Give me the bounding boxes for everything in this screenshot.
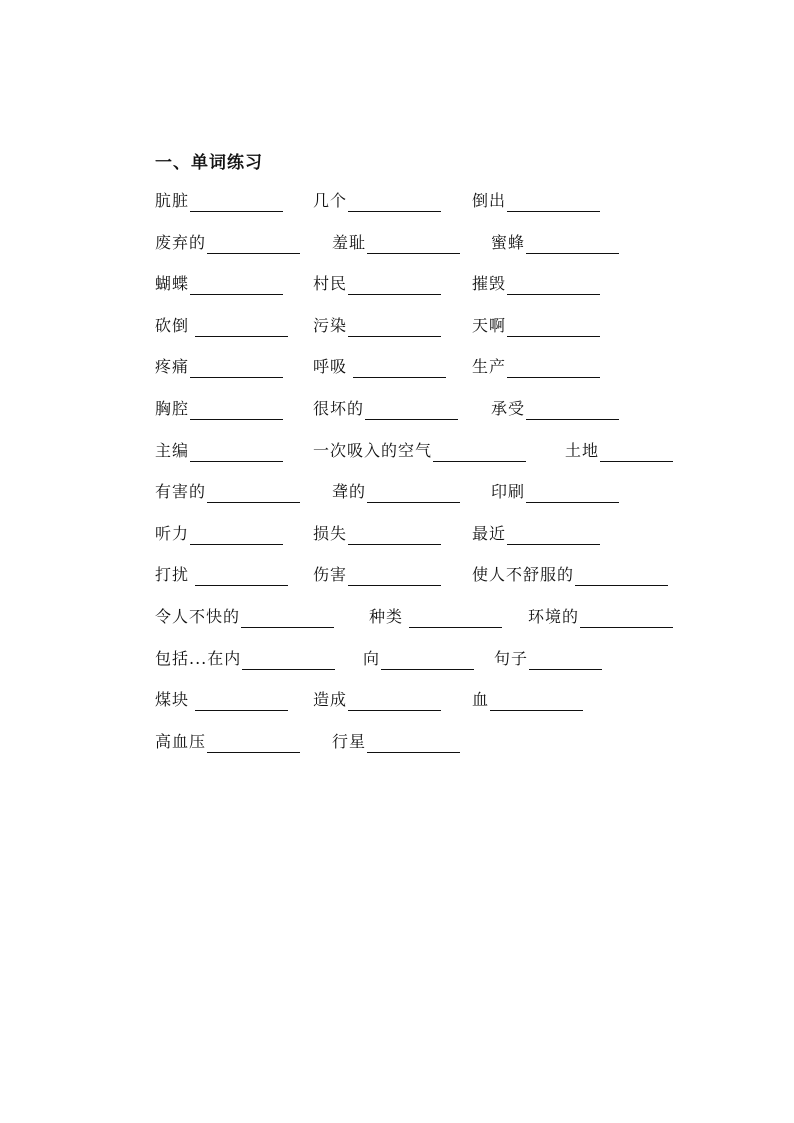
vocab-word: 环境的 bbox=[528, 606, 580, 626]
answer-blank[interactable] bbox=[207, 736, 300, 753]
answer-blank[interactable] bbox=[348, 320, 441, 337]
vocab-row bbox=[155, 731, 715, 773]
vocab-item bbox=[491, 481, 619, 503]
vocab-word: 听力 bbox=[155, 523, 190, 543]
vocab-word: 一次吸入的空气 bbox=[313, 440, 433, 460]
vocab-item bbox=[155, 523, 283, 545]
vocab-word: 砍倒 bbox=[155, 315, 190, 335]
vocab-item bbox=[155, 440, 283, 462]
vocab-word: 疼痛 bbox=[155, 357, 190, 377]
vocab-word: 印刷 bbox=[491, 482, 526, 502]
vocab-item bbox=[313, 440, 526, 462]
vocab-item bbox=[332, 232, 460, 254]
vocab-item bbox=[313, 315, 441, 337]
vocabulary-list bbox=[155, 190, 715, 772]
vocab-item bbox=[155, 232, 300, 254]
answer-blank[interactable] bbox=[507, 528, 600, 545]
vocab-word: 生产 bbox=[472, 357, 507, 377]
vocab-row bbox=[155, 689, 715, 731]
answer-blank[interactable] bbox=[367, 736, 460, 753]
vocab-word: 倒出 bbox=[472, 191, 507, 210]
vocab-word: 蝴蝶 bbox=[155, 274, 190, 294]
vocab-word: 有害的 bbox=[155, 482, 207, 502]
vocab-word: 包括...在内 bbox=[155, 648, 242, 668]
answer-blank[interactable] bbox=[348, 694, 441, 711]
answer-blank[interactable] bbox=[367, 237, 460, 254]
answer-blank[interactable] bbox=[507, 361, 600, 378]
vocab-item bbox=[332, 731, 460, 753]
vocab-item bbox=[472, 689, 583, 711]
answer-blank[interactable] bbox=[348, 528, 441, 545]
answer-blank[interactable] bbox=[195, 694, 288, 711]
vocab-word: 造成 bbox=[313, 690, 348, 710]
vocab-item bbox=[155, 606, 334, 628]
vocab-word: 土地 bbox=[565, 440, 600, 460]
answer-blank[interactable] bbox=[580, 611, 673, 628]
answer-blank[interactable] bbox=[195, 320, 288, 337]
answer-blank[interactable] bbox=[242, 653, 335, 670]
vocab-item bbox=[313, 564, 441, 586]
vocab-word: 村民 bbox=[313, 274, 348, 294]
answer-blank[interactable] bbox=[367, 486, 460, 503]
vocab-row bbox=[155, 315, 715, 357]
vocab-item bbox=[155, 648, 335, 670]
answer-blank[interactable] bbox=[507, 320, 600, 337]
vocab-word: 几个 bbox=[313, 191, 348, 210]
answer-blank[interactable] bbox=[190, 445, 283, 462]
vocab-item bbox=[155, 273, 283, 295]
vocab-item bbox=[155, 398, 283, 420]
vocab-word: 种类 bbox=[369, 606, 404, 626]
vocab-item bbox=[472, 564, 668, 586]
vocab-row bbox=[155, 648, 715, 690]
vocab-word: 使人不舒服的 bbox=[472, 565, 575, 585]
vocab-row bbox=[155, 190, 715, 232]
answer-blank[interactable] bbox=[529, 653, 602, 670]
answer-blank[interactable] bbox=[190, 278, 283, 295]
vocab-word: 高血压 bbox=[155, 731, 207, 751]
answer-blank[interactable] bbox=[190, 195, 283, 212]
vocab-item bbox=[472, 273, 600, 295]
answer-blank[interactable] bbox=[207, 237, 300, 254]
answer-blank[interactable] bbox=[575, 569, 668, 586]
vocab-item bbox=[155, 731, 300, 753]
vocab-row bbox=[155, 273, 715, 315]
vocab-word: 天啊 bbox=[472, 315, 507, 335]
vocab-word: 很坏的 bbox=[313, 398, 365, 418]
answer-blank[interactable] bbox=[409, 611, 502, 628]
vocab-item bbox=[313, 356, 446, 378]
section-title: 一、单词练习 bbox=[155, 153, 263, 173]
vocab-word: 向 bbox=[363, 648, 381, 668]
vocab-word: 煤块 bbox=[155, 690, 190, 710]
vocab-row bbox=[155, 481, 715, 523]
vocab-item bbox=[155, 481, 300, 503]
vocab-word: 摧毁 bbox=[472, 274, 507, 294]
vocab-item bbox=[313, 689, 441, 711]
vocab-item bbox=[472, 315, 600, 337]
vocab-item bbox=[155, 315, 288, 337]
vocab-item bbox=[155, 689, 288, 711]
vocab-word: 肮脏 bbox=[155, 191, 190, 210]
vocab-word: 伤害 bbox=[313, 565, 348, 585]
vocab-item bbox=[313, 398, 458, 420]
vocab-item bbox=[363, 648, 474, 670]
answer-blank[interactable] bbox=[507, 278, 600, 295]
vocab-row bbox=[155, 398, 715, 440]
vocab-row bbox=[155, 523, 715, 565]
vocab-item bbox=[313, 273, 441, 295]
answer-blank[interactable] bbox=[190, 361, 283, 378]
vocab-item bbox=[155, 564, 288, 586]
vocab-item bbox=[472, 523, 600, 545]
answer-blank[interactable] bbox=[526, 237, 619, 254]
answer-blank[interactable] bbox=[207, 486, 300, 503]
answer-blank[interactable] bbox=[381, 653, 474, 670]
vocab-row bbox=[155, 606, 715, 648]
vocab-word: 血 bbox=[472, 690, 490, 710]
vocab-word: 废弃的 bbox=[155, 232, 207, 252]
vocab-word: 句子 bbox=[494, 648, 529, 668]
vocab-item bbox=[494, 648, 602, 670]
answer-blank[interactable] bbox=[348, 278, 441, 295]
vocab-item bbox=[528, 606, 673, 628]
vocab-item bbox=[155, 190, 283, 212]
vocab-word: 污染 bbox=[313, 315, 348, 335]
vocab-item bbox=[313, 523, 441, 545]
vocab-row bbox=[155, 356, 715, 398]
vocab-item bbox=[472, 190, 600, 212]
answer-blank[interactable] bbox=[190, 528, 283, 545]
vocab-word: 聋的 bbox=[332, 482, 367, 502]
answer-blank[interactable] bbox=[600, 445, 673, 462]
vocab-item bbox=[472, 356, 600, 378]
answer-blank[interactable] bbox=[507, 195, 600, 212]
answer-blank[interactable] bbox=[433, 445, 526, 462]
vocab-word: 羞耻 bbox=[332, 232, 367, 252]
vocab-word: 最近 bbox=[472, 523, 507, 543]
vocab-item bbox=[313, 190, 441, 212]
vocab-item bbox=[155, 356, 283, 378]
answer-blank[interactable] bbox=[348, 195, 441, 212]
vocab-word: 呼吸 bbox=[313, 357, 348, 377]
answer-blank[interactable] bbox=[195, 569, 288, 586]
answer-blank[interactable] bbox=[365, 403, 458, 420]
vocab-word: 蜜蜂 bbox=[491, 232, 526, 252]
vocab-item bbox=[491, 232, 619, 254]
vocab-word: 令人不快的 bbox=[155, 606, 241, 626]
answer-blank[interactable] bbox=[190, 403, 283, 420]
vocab-word: 主编 bbox=[155, 440, 190, 460]
answer-blank[interactable] bbox=[241, 611, 334, 628]
vocab-row bbox=[155, 232, 715, 274]
vocab-word: 承受 bbox=[491, 398, 526, 418]
vocab-word: 胸腔 bbox=[155, 398, 190, 418]
answer-blank[interactable] bbox=[526, 486, 619, 503]
answer-blank[interactable] bbox=[490, 694, 583, 711]
vocab-row bbox=[155, 564, 715, 606]
answer-blank[interactable] bbox=[353, 361, 446, 378]
vocab-item bbox=[491, 398, 619, 420]
vocab-row bbox=[155, 440, 715, 482]
vocab-word: 打扰 bbox=[155, 565, 190, 585]
vocab-item bbox=[565, 440, 673, 462]
vocab-word: 行星 bbox=[332, 731, 367, 751]
answer-blank[interactable] bbox=[348, 569, 441, 586]
vocab-item bbox=[332, 481, 460, 503]
answer-blank[interactable] bbox=[526, 403, 619, 420]
vocab-item bbox=[369, 606, 502, 628]
vocab-word: 损失 bbox=[313, 523, 348, 543]
